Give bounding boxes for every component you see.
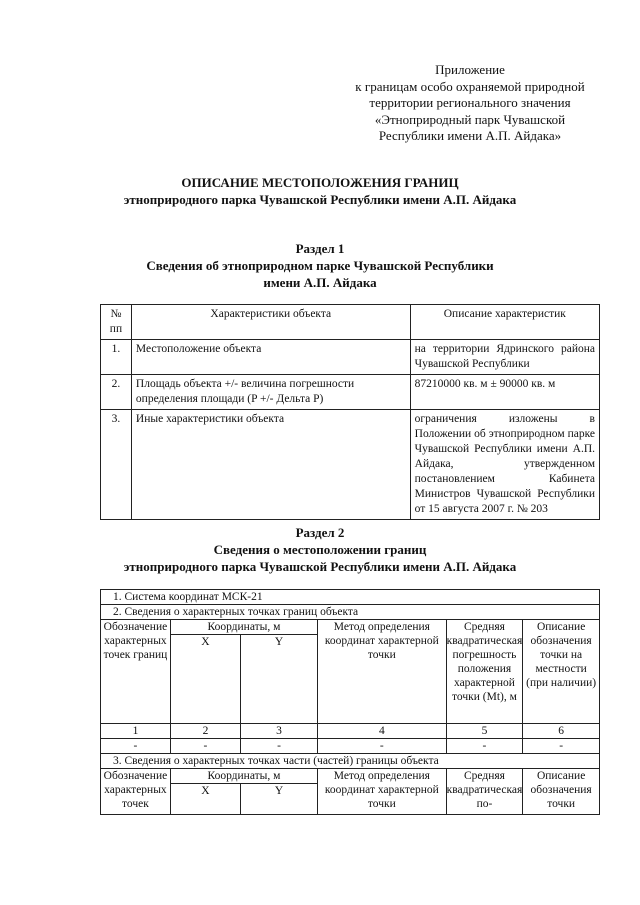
row-name: Местоположение объекта bbox=[131, 340, 410, 375]
subsection-row bbox=[101, 605, 600, 620]
table-row bbox=[101, 739, 600, 754]
header-description: Описание обозначения точки bbox=[523, 769, 600, 815]
dash-cell: - bbox=[446, 739, 523, 754]
section1-heading bbox=[0, 240, 640, 291]
header-characteristics: Характеристики объекта bbox=[131, 305, 410, 340]
header-y: Y bbox=[241, 784, 318, 815]
row-number: 3. bbox=[101, 410, 132, 520]
dash-cell: - bbox=[170, 739, 240, 754]
table-header-row bbox=[101, 305, 600, 340]
subsection-row bbox=[101, 754, 600, 769]
dash-cell: - bbox=[523, 739, 600, 754]
header-coords: Координаты, м bbox=[170, 620, 317, 635]
section1-number: Раздел 1 bbox=[295, 241, 345, 256]
header-description: Описание обозначения точки на местности (при наличии) bbox=[523, 620, 600, 724]
col-number: 6 bbox=[523, 724, 600, 739]
appendix-line: Приложение bbox=[435, 62, 505, 77]
row-name: Иные характеристики объекта bbox=[131, 410, 410, 520]
table-header-row bbox=[101, 769, 600, 784]
row-description: 87210000 кв. м ± 90000 кв. м bbox=[410, 375, 599, 410]
row-name: Площадь объекта +/- величина погрешности определения площади (P +/- Дельта P) bbox=[131, 375, 410, 410]
header-number: № пп bbox=[101, 305, 132, 340]
table-header-row bbox=[101, 620, 600, 635]
column-number-row bbox=[101, 724, 600, 739]
header-designation: Обозначение характерных точек границ bbox=[101, 620, 171, 724]
header-description: Описание характеристик bbox=[410, 305, 599, 340]
section2-number: Раздел 2 bbox=[295, 525, 345, 540]
col-number: 4 bbox=[318, 724, 447, 739]
col-number: 2 bbox=[170, 724, 240, 739]
header-x: X bbox=[170, 635, 240, 724]
dash-cell: - bbox=[318, 739, 447, 754]
object-info-table bbox=[100, 304, 600, 520]
document-title bbox=[0, 174, 640, 208]
section2-title-line-1: Сведения о местоположении границ bbox=[213, 542, 427, 557]
table-row bbox=[101, 340, 600, 375]
boundary-points-table bbox=[100, 589, 600, 815]
table-row bbox=[101, 375, 600, 410]
dash-cell: - bbox=[101, 739, 171, 754]
header-method: Метод определения координат характерной точки bbox=[318, 769, 447, 815]
coord-system-row bbox=[101, 590, 600, 605]
header-x: X bbox=[170, 784, 240, 815]
header-coords: Координаты, м bbox=[170, 769, 317, 784]
appendix-line: Республики имени А.П. Айдака» bbox=[378, 128, 562, 143]
title-line-2: этноприродного парка Чувашской Республики имени А.П. Айдака bbox=[123, 192, 517, 207]
header-method: Метод определения координат характерной точки bbox=[318, 620, 447, 724]
header-error: Средняя квадратическая погрешность положения характерной точки (Mt), м bbox=[446, 620, 523, 724]
appendix-line: к границам особо охраняемой природной bbox=[355, 78, 585, 94]
row-number: 2. bbox=[101, 375, 132, 410]
subsection-3-label: 3. Сведения о характерных точках части (частей) границы объекта bbox=[101, 754, 600, 769]
appendix-line: «Этноприродный парк Чувашской bbox=[374, 111, 566, 127]
header-designation: Обозначение характерных точек bbox=[101, 769, 171, 815]
subsection-2-label: 2. Сведения о характерных точках границ объекта bbox=[101, 605, 600, 620]
section2-title-line-2: этноприродного парка Чувашской Республики имени А.П. Айдака bbox=[123, 559, 517, 574]
coord-system-label: 1. Система координат МСК-21 bbox=[101, 590, 600, 605]
header-y: Y bbox=[241, 635, 318, 724]
col-number: 3 bbox=[241, 724, 318, 739]
table-row bbox=[101, 410, 600, 520]
title-line-1: ОПИСАНИЕ МЕСТОПОЛОЖЕНИЯ ГРАНИЦ bbox=[181, 175, 459, 190]
section1-title-line-2: имени А.П. Айдака bbox=[263, 275, 377, 290]
dash-cell: - bbox=[241, 739, 318, 754]
row-number: 1. bbox=[101, 340, 132, 375]
row-description: на территории Ядринского района Чувашской Республики bbox=[410, 340, 599, 375]
col-number: 5 bbox=[446, 724, 523, 739]
header-error: Средняя квадратическая по- bbox=[446, 769, 523, 815]
appendix-block bbox=[320, 62, 620, 145]
col-number: 1 bbox=[101, 724, 171, 739]
section2-heading bbox=[0, 524, 640, 575]
appendix-line: территории регионального значения bbox=[369, 95, 571, 110]
row-description: ограничения изложены в Положении об этноприродном парке Чувашской Республики имени А.П. Айдака, утвержденном постановлением Кабинета Министров Чувашской Республики от 15 августа 2007 г. № 203 bbox=[410, 410, 599, 520]
section1-title-line-1: Сведения об этноприродном парке Чувашской Республики bbox=[146, 258, 494, 273]
